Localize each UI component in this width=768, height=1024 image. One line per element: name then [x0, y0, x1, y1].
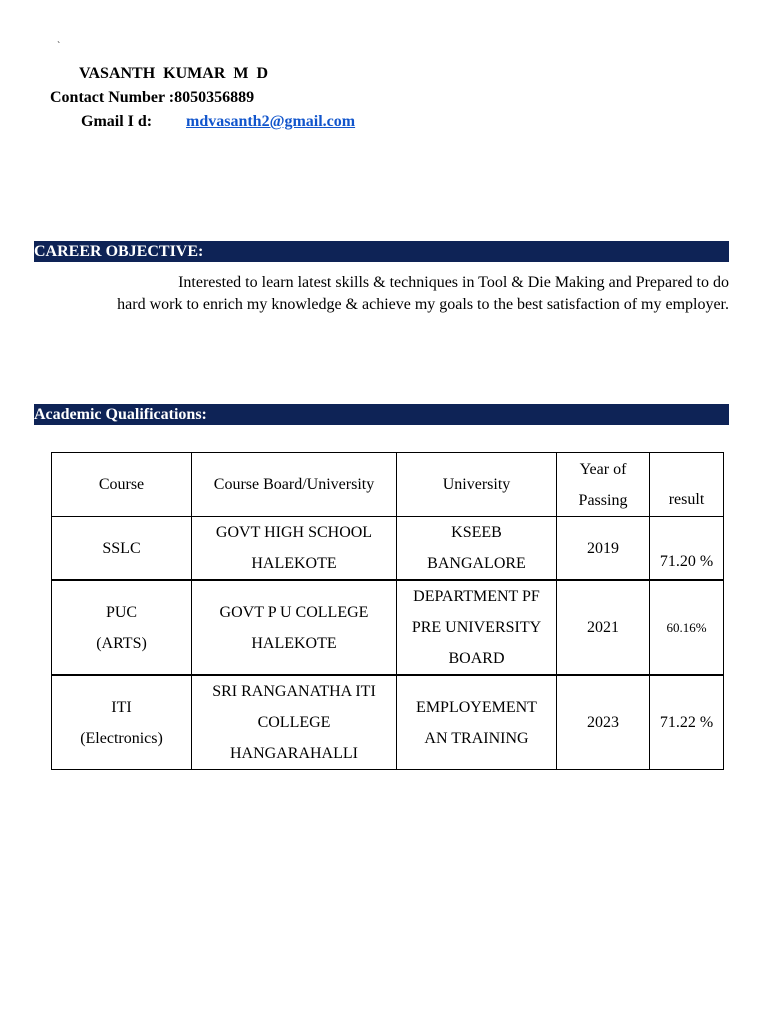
- course-line-1: ITI: [111, 698, 132, 716]
- career-objective-text: [60, 272, 729, 316]
- year-header-line-1: Year of: [579, 460, 627, 478]
- course-line-1: SSLC: [102, 539, 141, 557]
- university-line-2: PRE UNIVERSITY: [411, 619, 542, 636]
- university-line-1: KSEEB: [451, 524, 502, 541]
- year-cell: 2023: [557, 675, 650, 770]
- university-cell: [397, 517, 557, 581]
- board-line-3: HANGARAHALLI: [230, 745, 358, 762]
- name-first: VASANTH: [79, 65, 156, 82]
- year-header-line-2: Passing: [578, 491, 628, 509]
- board-line-1: GOVT HIGH SCHOOL: [215, 524, 373, 541]
- course-line-2: (Electronics): [80, 729, 163, 747]
- result-cell: [650, 675, 724, 770]
- board-cell: [192, 675, 397, 770]
- table-row: [52, 517, 724, 581]
- column-header-result: [650, 453, 724, 517]
- table-row: [52, 580, 724, 675]
- course-cell: [52, 675, 192, 770]
- name-initial-2: D: [256, 65, 269, 82]
- objective-line-2: hard work to enrich my knowledge & achieve my goals to the best satisfaction of my employer.: [117, 296, 729, 313]
- objective-line-1: Interested to learn latest skills & techniques in Tool & Die Making and Prepared to do: [178, 274, 729, 291]
- board-line-1: SRI RANGANATHA ITI: [212, 683, 376, 700]
- stray-tick-mark: `: [57, 41, 61, 52]
- result-value: 71.22 %: [659, 714, 714, 731]
- academic-table: [51, 452, 724, 770]
- board-line-2: COLLEGE: [257, 714, 331, 731]
- result-cell: [650, 517, 724, 581]
- table-header-row: [52, 453, 724, 517]
- column-header-board: Course Board/University: [192, 453, 397, 517]
- board-cell: [192, 517, 397, 581]
- result-value: 60.16%: [666, 620, 707, 635]
- course-cell: [52, 580, 192, 675]
- university-line-1: DEPARTMENT PF: [413, 588, 540, 605]
- course-line-2: (ARTS): [96, 634, 147, 652]
- year-cell: 2021: [557, 580, 650, 675]
- contact-label: Contact Number :: [50, 89, 175, 106]
- university-line-2: AN TRAINING: [424, 729, 529, 747]
- course-cell: [52, 517, 192, 581]
- board-line-1: GOVT P U COLLEGE: [219, 603, 369, 621]
- university-line-2: BANGALORE: [427, 555, 526, 572]
- contact-value: 8050356889: [174, 89, 255, 106]
- year-cell: 2019: [557, 517, 650, 581]
- column-header-university: University: [397, 453, 557, 517]
- name-initial-1: M: [233, 65, 249, 82]
- gmail-link[interactable]: mdvasanth2@gmail.com: [186, 113, 356, 130]
- gmail-line: [81, 112, 355, 132]
- gmail-label: Gmail I d:: [81, 113, 153, 130]
- name-middle: KUMAR: [163, 65, 226, 82]
- university-cell: [397, 675, 557, 770]
- board-cell: [192, 580, 397, 675]
- table-row: [52, 675, 724, 770]
- board-line-2: HALEKOTE: [251, 634, 337, 652]
- academic-qualifications-heading: Academic Qualifications:: [34, 404, 729, 425]
- university-line-1: EMPLOYEMENT: [416, 698, 537, 716]
- board-line-2: HALEKOTE: [251, 555, 337, 572]
- career-objective-heading: CAREER OBJECTIVE:: [34, 241, 729, 262]
- result-value: 71.20 %: [659, 553, 714, 570]
- university-line-3: BOARD: [448, 650, 505, 667]
- contact-number: [50, 88, 254, 108]
- candidate-name: [79, 64, 268, 84]
- result-cell: [650, 580, 724, 675]
- column-header-year: [557, 453, 650, 517]
- result-header-label: result: [668, 491, 705, 508]
- university-cell: [397, 580, 557, 675]
- column-header-course: Course: [52, 453, 192, 517]
- course-line-1: PUC: [105, 603, 138, 621]
